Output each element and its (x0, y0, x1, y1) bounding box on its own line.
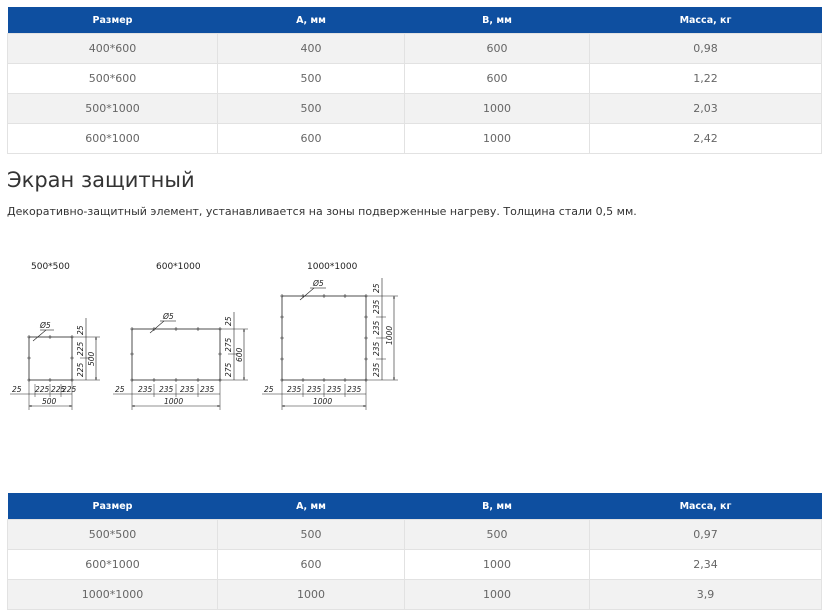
dim-bottom: 25 (12, 385, 22, 394)
header-size: Размер (8, 7, 218, 34)
header-a-mm: А, мм (218, 493, 405, 520)
cell-b: 1000 (405, 94, 590, 124)
size-table-top (7, 7, 822, 154)
cell-mass: 0,97 (590, 520, 822, 550)
table-row (8, 34, 822, 64)
technical-drawings (0, 250, 832, 420)
drawing-label: 1000*1000 (307, 262, 358, 272)
table-row (8, 94, 822, 124)
dim-total-height: 500 (87, 351, 96, 366)
cell-mass: 1,22 (590, 64, 822, 94)
hole-diameter: Ø5 (40, 321, 51, 330)
dim-right: 235 (372, 341, 381, 356)
section-title: Экран защитный (7, 168, 195, 192)
cell-size: 600*1000 (8, 550, 218, 580)
dim-right: 225 (76, 362, 85, 377)
mounting-holes (27, 335, 74, 382)
drawing-label: 600*1000 (156, 262, 201, 272)
mounting-holes (280, 294, 368, 382)
screen-outline (282, 296, 366, 380)
dim-bottom: 225 (35, 385, 50, 394)
table-row (8, 550, 822, 580)
dim-right: 235 (372, 299, 381, 314)
dim-total-height: 1000 (385, 325, 394, 345)
cell-a: 600 (218, 550, 405, 580)
cell-b: 1000 (405, 580, 590, 610)
header-mass-kg: Масса, кг (590, 7, 822, 34)
header-mass-kg: Масса, кг (590, 493, 822, 520)
header-b-mm: В, мм (405, 7, 590, 34)
cell-b: 600 (405, 34, 590, 64)
table-row (8, 520, 822, 550)
dim-bottom: 235 (138, 385, 153, 394)
cell-size: 500*600 (8, 64, 218, 94)
dim-bottom: 235 (347, 385, 362, 394)
section-description: Декоративно-защитный элемент, устанавливается на зоны подверженные нагреву. Толщина стали 0,5 мм. (7, 205, 637, 218)
cell-size: 400*600 (8, 34, 218, 64)
table-header-row (8, 7, 822, 34)
header-a-mm: А, мм (218, 7, 405, 34)
dim-bottom: 235 (327, 385, 342, 394)
hole-leader (33, 330, 46, 341)
screen-outline (29, 337, 72, 380)
table-row (8, 580, 822, 610)
dim-right: 25 (372, 283, 381, 293)
dim-bottom: 235 (200, 385, 215, 394)
cell-size: 500*1000 (8, 94, 218, 124)
cell-size: 1000*1000 (8, 580, 218, 610)
drawing-600x1000 (113, 262, 248, 410)
hole-leader (300, 288, 314, 300)
cell-mass: 2,34 (590, 550, 822, 580)
dim-total-width: 500 (42, 397, 57, 406)
dim-total-width: 1000 (313, 397, 333, 406)
header-size: Размер (8, 493, 218, 520)
dim-right: 275 (224, 362, 233, 377)
dim-bottom: 225 (62, 385, 77, 394)
cell-mass: 0,98 (590, 34, 822, 64)
dim-bottom: 235 (180, 385, 195, 394)
dim-right: 275 (224, 337, 233, 352)
table-row (8, 64, 822, 94)
dim-total-height: 600 (235, 347, 244, 362)
dim-right: 225 (76, 341, 85, 356)
table-header-row (8, 493, 822, 520)
dim-right: 25 (224, 316, 233, 326)
cell-size: 600*1000 (8, 124, 218, 154)
hole-diameter: Ø5 (313, 279, 324, 288)
dim-right: 235 (372, 362, 381, 377)
cell-mass: 2,03 (590, 94, 822, 124)
dim-bottom: 235 (159, 385, 174, 394)
dim-right: 235 (372, 320, 381, 335)
dim-bottom: 25 (264, 385, 274, 394)
cell-size: 500*500 (8, 520, 218, 550)
dim-right: 25 (76, 325, 85, 335)
drawing-1000x1000 (262, 262, 398, 410)
cell-a: 400 (218, 34, 405, 64)
dim-bottom: 235 (307, 385, 322, 394)
cell-b: 500 (405, 520, 590, 550)
drawing-label: 500*500 (31, 262, 70, 272)
dim-bottom: 225 (51, 385, 66, 394)
cell-b: 600 (405, 64, 590, 94)
hole-diameter: Ø5 (163, 312, 174, 321)
hole-leader (150, 321, 164, 333)
cell-mass: 2,42 (590, 124, 822, 154)
cell-a: 500 (218, 94, 405, 124)
mounting-holes (130, 327, 222, 382)
header-b-mm: В, мм (405, 493, 590, 520)
dim-total-width: 1000 (164, 397, 184, 406)
dim-bottom: 235 (287, 385, 302, 394)
cell-a: 500 (218, 520, 405, 550)
screen-outline (132, 329, 220, 380)
cell-b: 1000 (405, 550, 590, 580)
cell-a: 500 (218, 64, 405, 94)
cell-a: 1000 (218, 580, 405, 610)
cell-mass: 3,9 (590, 580, 822, 610)
dim-bottom: 25 (115, 385, 125, 394)
table-row (8, 124, 822, 154)
size-table-bottom (7, 493, 822, 610)
cell-b: 1000 (405, 124, 590, 154)
drawing-500x500 (10, 262, 100, 410)
cell-a: 600 (218, 124, 405, 154)
